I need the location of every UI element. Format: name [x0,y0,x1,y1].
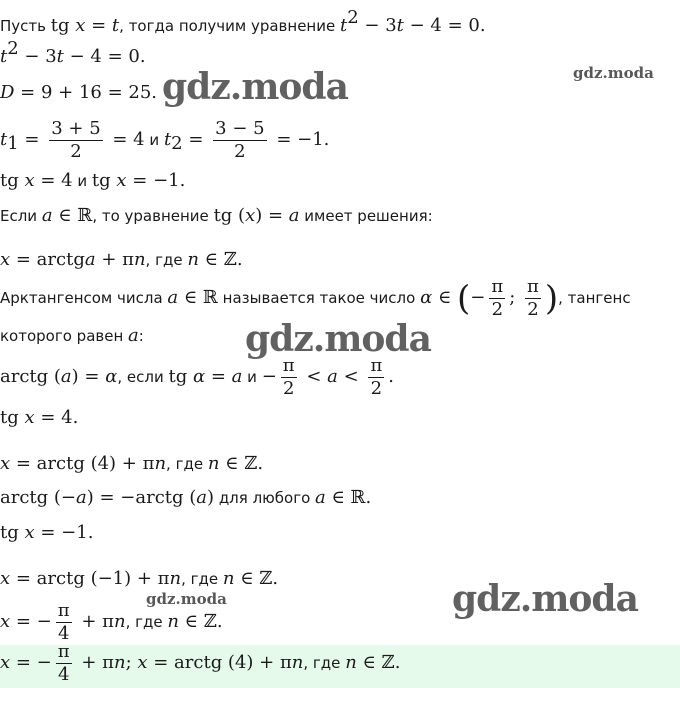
math: ∈ ℤ. [198,249,243,270]
fraction-denominator: 4 [57,623,70,644]
math-var: n [222,568,235,589]
math: = 4 [106,129,145,150]
exponent: 2 [7,38,19,59]
math: tg [50,15,76,36]
math: = [85,15,112,36]
math-var: a [315,487,326,508]
solution-line [0,172,185,190]
math-var: n [207,453,220,474]
math: + π [75,652,114,673]
math: ; [125,652,138,673]
math: = [182,129,210,150]
math: . [388,366,395,387]
math-var: x [0,249,11,270]
math: = 4 [34,170,73,191]
math: = −1. [270,129,330,150]
math-var: α [420,287,433,308]
math-var: n [133,249,146,270]
math-var: α [105,366,118,387]
fraction [281,357,297,398]
solution-line [0,84,157,102]
math-var: t [339,15,348,36]
math: ) [207,487,215,508]
fraction-denominator: 2 [527,299,539,320]
math: = [205,366,232,387]
math: < [300,366,328,387]
fraction-denominator: 2 [70,141,82,162]
math-var: x [24,170,35,191]
math: = arctg [10,249,85,270]
math-var: x [0,568,11,589]
fraction-numerator: π [282,355,295,376]
text: Если [0,207,42,225]
math: ) = −arctg ( [86,487,197,508]
fraction-numerator: π [491,276,504,297]
fraction-denominator: 2 [282,378,295,399]
math: = 4. [34,407,79,428]
math-var: a [327,366,338,387]
math: = [18,129,46,150]
solution-line [0,570,278,588]
math-var: n [154,453,167,474]
math: tg ( [213,205,246,226]
math: tg [91,170,117,191]
math-var: n [291,652,304,673]
solution-line [0,489,371,507]
solution-line [0,409,78,427]
big-paren: ( [457,278,471,319]
math: ∈ ℝ [52,205,93,226]
fraction [525,278,541,319]
math-var: x [0,652,11,673]
math-var: x [0,453,11,474]
math-var: t [163,129,172,150]
math-var: a [128,325,139,346]
text: для любого [214,489,316,507]
math-var: t [0,46,8,67]
math: = −1. [126,170,186,191]
math-var: α [192,366,206,387]
math: − 3 [18,46,57,67]
solution-line [0,9,486,35]
fraction-numerator: 3 + 5 [51,118,101,139]
fraction-denominator: 2 [234,141,246,162]
text: называется такое число [217,289,421,307]
math: ∈ ℝ. [325,487,372,508]
math-var: x [116,170,127,191]
subscript: 2 [171,133,183,154]
answer-line [0,643,400,684]
fraction-numerator: π [370,355,383,376]
math-var: n [169,568,182,589]
math-var: n [187,249,199,270]
math: tg [0,170,25,191]
math: = arctg (4) + π [147,652,292,673]
math-var: n [167,611,179,632]
watermark-small: gdz.moda [573,64,654,82]
solution-line [0,524,93,542]
math: tg [0,407,25,428]
watermark-logo: gdz.moda [452,578,638,620]
math: = arctg (4) + π [10,453,155,474]
watermark-small: gdz.moda [146,590,227,608]
solution-line [0,602,223,643]
solution-line [0,278,631,319]
math-var: x [24,522,35,543]
text: и [72,172,92,190]
math: ; [509,287,522,308]
fraction [213,120,266,161]
math-var: x [0,611,11,632]
math-var: a [84,249,96,270]
math: − [470,287,486,308]
fraction [489,278,505,319]
fraction-numerator: 3 − 5 [215,118,265,139]
text: : [138,327,144,345]
math-var: a [196,487,208,508]
math: − 3 [358,15,397,36]
math: = −1. [34,522,94,543]
solution-line [0,327,144,345]
math-var: a [231,366,243,387]
watermark-logo: gdz.moda [162,66,348,108]
math-var: t [0,129,8,150]
solution-line [0,40,146,66]
math-var: a [288,205,300,226]
math: ) = [71,366,106,387]
math: ) = [255,205,289,226]
text: , тогда получим уравнение [119,17,340,35]
math: tg [0,522,25,543]
exponent: 2 [347,7,359,28]
math-var: x [245,205,256,226]
text: и [144,131,164,149]
math: ∈ ℤ. [178,611,223,632]
text: имеет решения: [299,207,433,225]
fraction-denominator: 2 [370,378,383,399]
math: = 9 + 16 = 25. [14,82,157,103]
text: , где [181,570,223,588]
math: ∈ [432,287,458,308]
math: = − [10,611,52,632]
math: + π [95,249,134,270]
math-var: x [75,15,86,36]
math: ∈ ℝ [178,287,218,308]
text: , если [117,368,169,386]
math-var: n [113,611,126,632]
solution-line [0,455,263,473]
math-var: t [56,46,64,67]
math-var: a [167,287,179,308]
fraction-numerator: π [527,276,539,297]
math-var: t [111,15,120,36]
text: Арктангенсом числа [0,289,168,307]
fraction-numerator: π [57,600,70,621]
fraction-numerator: π [57,641,70,662]
math-var: a [60,366,72,387]
fraction [49,120,102,161]
text: , где [145,251,188,269]
solution-line [0,207,433,225]
math: ∈ ℤ. [219,453,264,474]
text: , где [166,455,208,473]
watermark-logo: gdz.moda [245,318,431,360]
math: ∈ ℤ. [356,652,401,673]
math: < [337,366,365,387]
math-var: a [41,205,53,226]
math-var: a [76,487,87,508]
fraction-denominator: 2 [491,299,504,320]
math: − 4 = 0. [403,15,486,36]
math-var: n [345,652,357,673]
text: Пусть [0,17,51,35]
text: которого равен [0,327,129,345]
math: ∈ ℤ. [234,568,279,589]
math: = arctg (−1) + π [10,568,170,589]
math-var: x [137,652,148,673]
math: arctg ( [0,366,61,387]
math: tg [168,366,193,387]
math-var: t [396,15,404,36]
math-var: x [24,407,35,428]
big-paren: ) [544,278,559,319]
math: + π [75,611,114,632]
fraction-denominator: 4 [57,664,70,685]
text: , тангенс [558,289,631,307]
math: arctg (− [0,487,76,508]
math: − 4 = 0. [63,46,146,67]
fraction [368,357,384,398]
math: = − [10,652,52,673]
solution-line [0,357,394,398]
text: , где [125,613,168,631]
text: , то уравнение [92,207,214,225]
text: , где [303,654,346,672]
solution-line [0,120,329,161]
math: − [261,366,277,387]
math-var: n [113,652,126,673]
subscript: 1 [7,133,19,154]
text: и [242,368,262,386]
fraction [56,602,72,643]
solution-line [0,251,243,269]
fraction [56,643,72,684]
math-var: D [0,82,15,103]
